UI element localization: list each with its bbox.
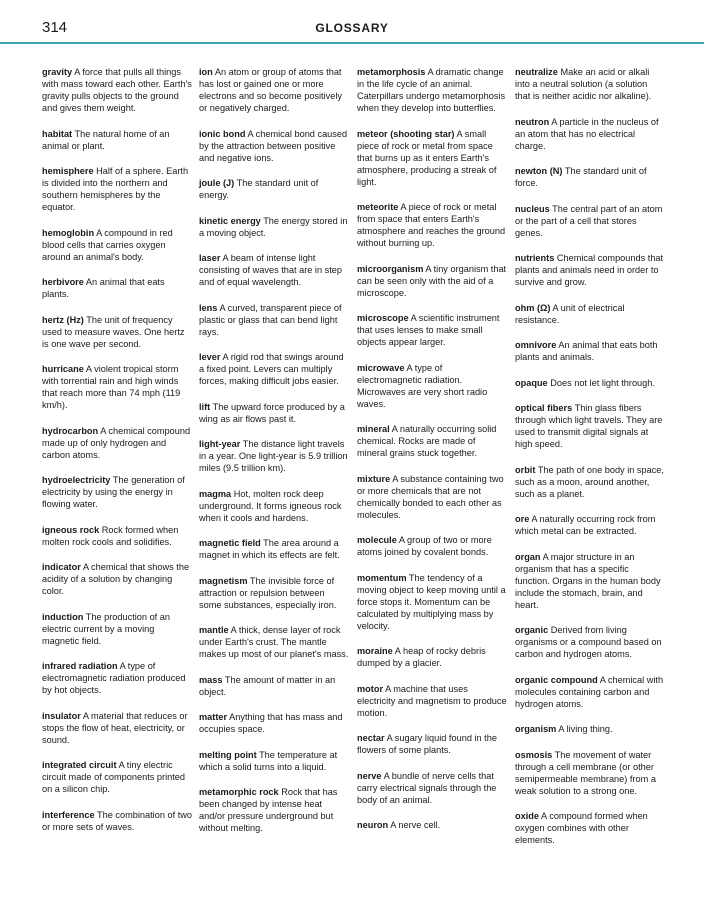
glossary-entry (199, 537, 349, 561)
glossary-entry (357, 683, 507, 719)
glossary-term: lens (199, 302, 218, 313)
glossary-definition: A compound formed when oxygen combines with other elements. (515, 811, 648, 845)
glossary-definition: A chemical with molecules containing carbon and hydrogen atoms. (515, 674, 664, 709)
glossary-term: ore (515, 514, 530, 524)
glossary-definition: The standard unit of energy. (199, 178, 319, 200)
glossary-term: ion (199, 67, 213, 77)
glossary-entry (515, 116, 665, 152)
glossary-entry (357, 534, 507, 558)
glossary-term: osmosis (515, 749, 553, 760)
glossary-definition: Derived from living organisms or a compound based on carbon and hydrogen atoms. (515, 625, 662, 659)
glossary-definition: A dramatic change in the life cycle of an animal. Caterpillars undergo metamorphosis when they develop into butterflies. (357, 67, 506, 113)
glossary-entry (42, 474, 192, 510)
glossary-entry (42, 809, 192, 833)
glossary-entry (42, 710, 192, 746)
glossary-entry (199, 215, 349, 239)
glossary-definition: A thick, dense layer of rock under Earth's crust. The mantle makes up most of our planet's mass. (199, 625, 349, 659)
glossary-term: magnetic field (199, 538, 261, 548)
glossary-term: newton (N) (515, 166, 563, 176)
glossary-definition: A small piece of rock or metal from space that burns up as it enters Earth's atmosphere, producing a streak of light. (357, 128, 497, 187)
glossary-term: organic (515, 625, 549, 635)
glossary-term: magnetism (199, 575, 248, 586)
glossary-term: meteorite (357, 202, 399, 212)
glossary-entry (515, 513, 665, 537)
glossary-entry (42, 276, 192, 300)
glossary-entry (42, 165, 192, 213)
glossary-term: nutrients (515, 253, 555, 263)
glossary-entry (515, 165, 665, 189)
glossary-definition: A particle in the nucleus of an atom that has no electrical charge. (515, 116, 659, 151)
glossary-definition: A type of electromagnetic radiation produced by hot objects. (42, 661, 186, 695)
glossary-term: hydrocarbon (42, 425, 99, 436)
glossary-definition: A naturally occurring solid chemical. Rocks are made of mineral grains stuck together. (357, 424, 497, 458)
glossary-definition: A machine that uses electricity and magnetism to produce motion. (357, 683, 507, 718)
glossary-term: neuron (357, 820, 389, 830)
glossary-definition: The path of one body in space, such as a moon, around another, such as a planet. (515, 464, 664, 499)
glossary-definition: A chemical bond caused by the attraction between positive and negative ions. (199, 128, 348, 163)
glossary-entry (42, 314, 192, 350)
glossary-entry (199, 488, 349, 524)
glossary-definition: Hot, molten rock deep underground. It forms igneous rock when it cools and hardens. (199, 488, 342, 523)
glossary-entry (357, 128, 507, 188)
glossary-definition: Rock that has been changed by intense heat and/or pressure underground but without melting. (199, 787, 338, 833)
glossary-definition: The invisible force of attraction or repulsion between some substances, especially iron. (199, 575, 337, 610)
glossary-term: hemisphere (42, 166, 94, 176)
glossary-definition: The upward force produced by a wing as air flows past it. (199, 401, 345, 424)
glossary-definition: The production of an electric current by a moving magnetic field. (42, 611, 171, 646)
glossary-term: matter (199, 712, 228, 722)
glossary-definition: A curved, transparent piece of plastic or glass that can bend light rays. (199, 302, 342, 337)
glossary-column-1 (42, 66, 192, 846)
glossary-definition: Chemical compounds that plants and animals need in order to survive and grow. (515, 253, 664, 287)
glossary-term: neutralize (515, 67, 558, 77)
glossary-entry (357, 819, 507, 831)
glossary-entry (199, 66, 349, 114)
glossary-entry (515, 402, 665, 450)
glossary-term: microscope (357, 313, 409, 323)
glossary-term: orbit (515, 464, 536, 475)
glossary-entry (515, 464, 665, 500)
glossary-definition: The temperature at which a solid turns into a liquid. (199, 749, 338, 772)
page-number: 314 (42, 19, 68, 36)
glossary-entry (199, 786, 349, 834)
glossary-definition: An animal that eats both plants and animals. (515, 340, 658, 362)
glossary-definition: A tiny organism that can be seen only with the aid of a microscope. (357, 263, 507, 298)
glossary-entry (515, 749, 665, 797)
glossary-entry (42, 227, 192, 263)
glossary-definition: A unit of electrical resistance. (515, 302, 625, 325)
glossary-definition: Anything that has mass and occupies space. (199, 712, 343, 734)
glossary-entry (515, 624, 665, 660)
glossary-entry (199, 438, 349, 474)
glossary-term: mass (199, 674, 223, 685)
glossary-term: indicator (42, 562, 81, 572)
glossary-definition: An atom or group of atoms that has lost or gained one or more electrons and so become positively or negatively charged. (199, 67, 342, 113)
glossary-definition: A piece of rock or metal from space that enters Earth's atmosphere and reaches the ground without burning up. (357, 202, 506, 248)
glossary-term: hurricane (42, 364, 84, 374)
glossary-entry (199, 302, 349, 338)
glossary-term: microwave (357, 362, 405, 373)
glossary-definition: A living thing. (558, 724, 613, 734)
glossary-term: opaque (515, 377, 548, 388)
glossary-term: neutron (515, 116, 550, 127)
glossary-definition: A type of electromagnetic radiation. Microwaves are very short radio waves. (357, 362, 488, 409)
glossary-definition: A rigid rod that swings around a fixed point. Levers can multiply forces, making difficult jobs easier. (199, 352, 344, 386)
glossary-term: nerve (357, 770, 382, 781)
glossary-term: integrated circuit (42, 760, 117, 770)
glossary-term: induction (42, 611, 84, 622)
glossary-term: joule (J) (199, 178, 235, 188)
glossary-entry (357, 66, 507, 114)
glossary-definition: A nerve cell. (390, 820, 441, 830)
glossary-definition: A major structure in an organism that has a specific function. Organs in the human body include the stomach, brain, and heart. (515, 551, 661, 610)
glossary-term: gravity (42, 67, 73, 77)
glossary-term: magma (199, 488, 232, 499)
glossary-term: moraine (357, 646, 393, 656)
glossary-entry (199, 674, 349, 698)
glossary-term: metamorphosis (357, 67, 426, 77)
section-title: GLOSSARY (315, 21, 389, 35)
glossary-definition: A beam of intense light consisting of waves that are in step and of equal wavelength. (199, 253, 342, 287)
glossary-entry (42, 759, 192, 795)
glossary-definition: The tendency of a moving object to keep moving until a force stops it. Momentum can be calculated by multiplying mass by velocity. (357, 572, 506, 631)
glossary-entry (199, 252, 349, 288)
glossary-entry (515, 66, 665, 102)
glossary-definition: Thin glass fibers through which light travels. They are used to transmit digital signals at high speed. (515, 403, 663, 449)
glossary-term: microorganism (357, 263, 424, 274)
glossary-term: insulator (42, 710, 81, 721)
glossary-entry (515, 723, 665, 735)
glossary-entry (199, 749, 349, 773)
glossary-term: organ (515, 551, 541, 562)
glossary-definition: Make an acid or alkali into a neutral solution (a solution that is neither acidic nor alkaline). (515, 67, 652, 101)
glossary-definition: A chemical compound made up of only hydrogen and carbon atoms. (42, 425, 191, 460)
glossary-term: organic compound (515, 674, 598, 685)
glossary-term: nucleus (515, 203, 550, 214)
glossary-definition: The area around a magnet in which its effects are felt. (199, 538, 340, 560)
glossary-definition: A naturally occurring rock from which metal can be extracted. (515, 514, 656, 536)
glossary-term: mixture (357, 473, 391, 484)
glossary-entry (199, 624, 349, 660)
glossary-term: lever (199, 352, 221, 362)
glossary-term: meteor (shooting star) (357, 128, 455, 139)
glossary-entry (515, 203, 665, 239)
glossary-term: herbivore (42, 277, 84, 287)
glossary-definition: The energy stored in a moving object. (199, 215, 348, 238)
glossary-definition: The central part of an atom or the part of a cell that stores genes. (515, 203, 663, 238)
glossary-entry (199, 177, 349, 201)
glossary-entry (199, 711, 349, 735)
glossary-entry (357, 362, 507, 410)
glossary-term: motor (357, 683, 384, 694)
glossary-term: interference (42, 809, 95, 820)
glossary-definition: A group of two or more atoms joined by covalent bonds. (357, 535, 492, 557)
glossary-entry (42, 363, 192, 411)
glossary-entry (515, 810, 665, 846)
glossary-entry (42, 66, 192, 114)
glossary-entry (515, 377, 665, 389)
glossary-entry (357, 473, 507, 521)
glossary-definition: The distance light travels in a year. One light-year is 5.9 trillion miles (9.5 trillion km). (199, 439, 348, 473)
glossary-columns (0, 66, 704, 886)
glossary-term: laser (199, 253, 221, 263)
glossary-entry (42, 611, 192, 647)
glossary-term: light-year (199, 439, 241, 449)
glossary-entry (357, 645, 507, 669)
glossary-term: kinetic energy (199, 215, 261, 226)
glossary-entry (357, 770, 507, 806)
glossary-definition: A compound in red blood cells that carries oxygen around an animal's body. (42, 227, 173, 262)
glossary-definition: A substance containing two or more chemicals that are not chemically bonded to each other as molecules. (357, 473, 504, 520)
glossary-entry (515, 674, 665, 710)
glossary-entry (199, 128, 349, 164)
glossary-term: momentum (357, 572, 407, 583)
glossary-term: molecule (357, 535, 397, 545)
glossary-column-4 (515, 66, 665, 860)
glossary-term: infrared radiation (42, 661, 118, 671)
glossary-definition: Does not let light through. (550, 377, 655, 388)
glossary-definition: The amount of matter in an object. (199, 674, 336, 697)
glossary-entry (199, 401, 349, 425)
glossary-definition: A tiny electric circuit made of components printed on a silicon chip. (42, 760, 185, 794)
glossary-definition: The generation of electricity by using the energy in flowing water. (42, 475, 185, 509)
glossary-entry (42, 561, 192, 597)
glossary-entry (515, 252, 665, 288)
glossary-entry (42, 425, 192, 461)
glossary-definition: The combination of two or more sets of waves. (42, 809, 192, 832)
glossary-term: omnivore (515, 340, 557, 350)
glossary-entry (357, 201, 507, 249)
glossary-term: igneous rock (42, 524, 100, 535)
glossary-entry (42, 128, 192, 152)
glossary-entry (357, 423, 507, 459)
glossary-definition: Rock formed when molten rock cools and solidifies. (42, 524, 179, 547)
glossary-term: hemoglobin (42, 227, 95, 238)
glossary-definition: A bundle of nerve cells that carry electrical signals through the body of an animal. (357, 770, 497, 805)
glossary-definition: The unit of frequency used to measure waves. One hertz is one wave per second. (42, 314, 185, 349)
glossary-term: melting point (199, 749, 257, 760)
glossary-column-2 (199, 66, 349, 848)
glossary-entry (357, 312, 507, 348)
glossary-definition: An animal that eats plants. (42, 277, 165, 299)
glossary-term: ionic bond (199, 128, 246, 139)
glossary-term: habitat (42, 128, 73, 139)
glossary-term: oxide (515, 811, 539, 821)
glossary-entry (199, 351, 349, 387)
glossary-term: mineral (357, 424, 390, 434)
glossary-definition: A sugary liquid found in the flowers of some plants. (357, 733, 497, 755)
glossary-entry (515, 339, 665, 363)
page-header (0, 0, 704, 44)
glossary-term: hydroelectricity (42, 475, 111, 485)
glossary-term: lift (199, 401, 211, 412)
glossary-definition: A force that pulls all things with mass toward each other. Earth's gravity pulls objects to the ground and gives them weight. (42, 67, 192, 113)
glossary-term: nectar (357, 733, 385, 743)
glossary-column-3 (357, 66, 507, 845)
glossary-term: mantle (199, 625, 229, 635)
glossary-entry (357, 732, 507, 756)
glossary-definition: The movement of water through a cell membrane (or other semipermeable membrane) from a weak solution to a strong one. (515, 749, 656, 796)
glossary-term: organism (515, 724, 557, 734)
glossary-definition: The natural home of an animal or plant. (42, 128, 170, 151)
glossary-definition: Half of a sphere. Earth is divided into the northern and southern hemispheres by the equator. (42, 166, 189, 212)
glossary-term: hertz (Hz) (42, 314, 84, 325)
glossary-term: optical fibers (515, 403, 573, 413)
glossary-entry (199, 575, 349, 611)
glossary-definition: A scientific instrument that uses lenses to make small objects appear larger. (357, 313, 500, 347)
glossary-definition: A chemical that shows the acidity of a solution by changing color. (42, 562, 190, 596)
glossary-definition: The standard unit of force. (515, 166, 647, 188)
glossary-entry (357, 263, 507, 299)
glossary-entry (42, 524, 192, 548)
glossary-entry (515, 551, 665, 611)
glossary-entry (42, 660, 192, 696)
glossary-definition: A violent tropical storm with torrential rain and high winds that reach more than 74 mph (119 km/h). (42, 364, 181, 410)
glossary-term: ohm (Ω) (515, 302, 551, 313)
glossary-entry (515, 302, 665, 326)
glossary-definition: A heap of rocky debris dumped by a glacier. (357, 646, 486, 668)
glossary-entry (357, 572, 507, 632)
glossary-term: metamorphic rock (199, 787, 279, 797)
glossary-definition: A material that reduces or stops the flow of heat, electricity, or sound. (42, 710, 188, 745)
